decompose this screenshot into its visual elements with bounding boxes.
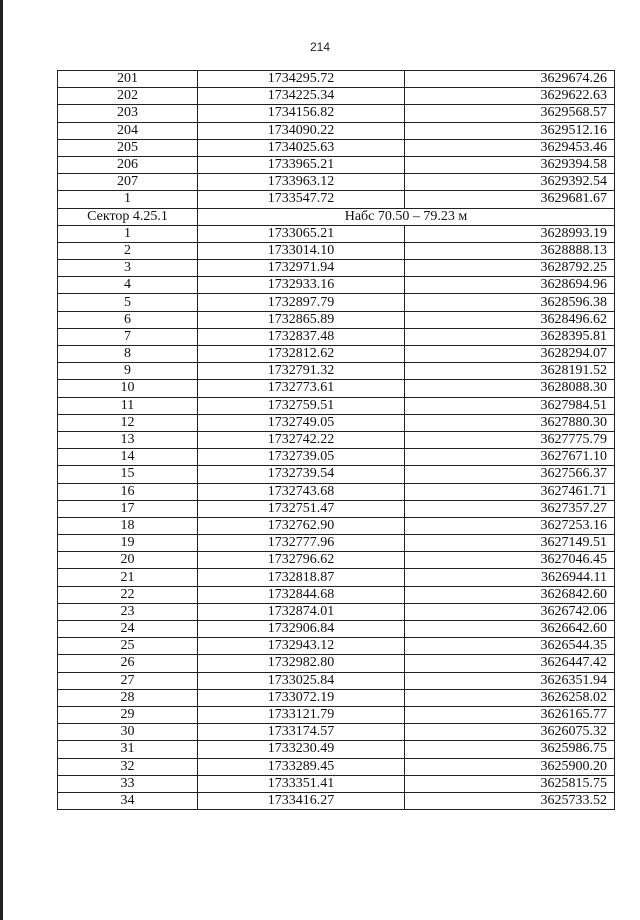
table-row — [58, 535, 615, 552]
x-coordinate-cell: 1733025.84 — [198, 672, 405, 689]
x-coordinate-cell: 1732812.62 — [198, 346, 405, 363]
y-coordinate-cell: 3627046.45 — [405, 552, 615, 569]
table-row — [58, 414, 615, 431]
table-row — [58, 672, 615, 689]
table-row — [58, 792, 615, 809]
x-coordinate-cell: 1732749.05 — [198, 414, 405, 431]
point-number-cell: 20 — [58, 552, 198, 569]
y-coordinate-cell: 3627253.16 — [405, 517, 615, 534]
x-coordinate-cell: 1732818.87 — [198, 569, 405, 586]
y-coordinate-cell: 3628294.07 — [405, 346, 615, 363]
y-coordinate-cell: 3626165.77 — [405, 706, 615, 723]
y-coordinate-cell: 3628496.62 — [405, 311, 615, 328]
y-coordinate-cell: 3625815.75 — [405, 775, 615, 792]
table-row — [58, 71, 615, 88]
x-coordinate-cell: 1733174.57 — [198, 724, 405, 741]
y-coordinate-cell: 3628694.96 — [405, 277, 615, 294]
point-number-cell: 12 — [58, 414, 198, 431]
point-number-cell: 13 — [58, 431, 198, 448]
table-row — [58, 294, 615, 311]
table-row — [58, 88, 615, 105]
x-coordinate-cell: 1732759.51 — [198, 397, 405, 414]
table-row — [58, 758, 615, 775]
table-row — [58, 328, 615, 345]
y-coordinate-cell: 3628395.81 — [405, 328, 615, 345]
scan-left-edge — [0, 0, 3, 920]
y-coordinate-cell: 3625900.20 — [405, 758, 615, 775]
point-number-cell: 1 — [58, 225, 198, 242]
y-coordinate-cell: 3626842.60 — [405, 586, 615, 603]
point-number-cell: 4 — [58, 277, 198, 294]
table-row — [58, 586, 615, 603]
point-number-cell: 206 — [58, 156, 198, 173]
point-number-cell: 2 — [58, 242, 198, 259]
coordinates-table — [57, 70, 615, 810]
coordinates-table-body — [58, 71, 615, 810]
sector-header-row — [58, 208, 615, 225]
y-coordinate-cell: 3627880.30 — [405, 414, 615, 431]
x-coordinate-cell: 1732739.54 — [198, 466, 405, 483]
x-coordinate-cell: 1733965.21 — [198, 156, 405, 173]
table-row — [58, 346, 615, 363]
table-row — [58, 775, 615, 792]
y-coordinate-cell: 3626351.94 — [405, 672, 615, 689]
point-number-cell: 203 — [58, 105, 198, 122]
point-number-cell: 1 — [58, 191, 198, 208]
x-coordinate-cell: 1732982.80 — [198, 655, 405, 672]
x-coordinate-cell: 1734295.72 — [198, 71, 405, 88]
point-number-cell: 29 — [58, 706, 198, 723]
table-row — [58, 483, 615, 500]
x-coordinate-cell: 1732844.68 — [198, 586, 405, 603]
point-number-cell: 6 — [58, 311, 198, 328]
point-number-cell: 15 — [58, 466, 198, 483]
point-number-cell: 205 — [58, 139, 198, 156]
point-number-cell: 18 — [58, 517, 198, 534]
x-coordinate-cell: 1734025.63 — [198, 139, 405, 156]
table-row — [58, 156, 615, 173]
point-number-cell: 14 — [58, 449, 198, 466]
x-coordinate-cell: 1732874.01 — [198, 603, 405, 620]
y-coordinate-cell: 3628993.19 — [405, 225, 615, 242]
y-coordinate-cell: 3626742.06 — [405, 603, 615, 620]
table-row — [58, 191, 615, 208]
y-coordinate-cell: 3627775.79 — [405, 431, 615, 448]
x-coordinate-cell: 1732743.68 — [198, 483, 405, 500]
table-row — [58, 363, 615, 380]
point-number-cell: 5 — [58, 294, 198, 311]
x-coordinate-cell: 1733289.45 — [198, 758, 405, 775]
point-number-cell: 32 — [58, 758, 198, 775]
table-row — [58, 311, 615, 328]
point-number-cell: 22 — [58, 586, 198, 603]
x-coordinate-cell: 1732837.48 — [198, 328, 405, 345]
table-row — [58, 500, 615, 517]
x-coordinate-cell: 1734156.82 — [198, 105, 405, 122]
x-coordinate-cell: 1732897.79 — [198, 294, 405, 311]
point-number-cell: 28 — [58, 689, 198, 706]
x-coordinate-cell: 1733072.19 — [198, 689, 405, 706]
point-number-cell: 10 — [58, 380, 198, 397]
y-coordinate-cell: 3625733.52 — [405, 792, 615, 809]
x-coordinate-cell: 1733963.12 — [198, 174, 405, 191]
y-coordinate-cell: 3627149.51 — [405, 535, 615, 552]
y-coordinate-cell: 3626258.02 — [405, 689, 615, 706]
y-coordinate-cell: 3627671.10 — [405, 449, 615, 466]
x-coordinate-cell: 1732773.61 — [198, 380, 405, 397]
x-coordinate-cell: 1733351.41 — [198, 775, 405, 792]
y-coordinate-cell: 3626075.32 — [405, 724, 615, 741]
point-number-cell: 26 — [58, 655, 198, 672]
table-row — [58, 621, 615, 638]
point-number-cell: 8 — [58, 346, 198, 363]
table-row — [58, 380, 615, 397]
table-row — [58, 552, 615, 569]
x-coordinate-cell: 1732971.94 — [198, 260, 405, 277]
point-number-cell: 33 — [58, 775, 198, 792]
point-number-cell: 21 — [58, 569, 198, 586]
point-number-cell: 3 — [58, 260, 198, 277]
x-coordinate-cell: 1733121.79 — [198, 706, 405, 723]
y-coordinate-cell: 3628596.38 — [405, 294, 615, 311]
y-coordinate-cell: 3629394.58 — [405, 156, 615, 173]
point-number-cell: 30 — [58, 724, 198, 741]
point-number-cell: 204 — [58, 122, 198, 139]
x-coordinate-cell: 1732865.89 — [198, 311, 405, 328]
table-row — [58, 397, 615, 414]
point-number-cell: 24 — [58, 621, 198, 638]
x-coordinate-cell: 1732933.16 — [198, 277, 405, 294]
x-coordinate-cell: 1732906.84 — [198, 621, 405, 638]
y-coordinate-cell: 3628792.25 — [405, 260, 615, 277]
table-row — [58, 724, 615, 741]
y-coordinate-cell: 3628088.30 — [405, 380, 615, 397]
y-coordinate-cell: 3629674.26 — [405, 71, 615, 88]
y-coordinate-cell: 3629453.46 — [405, 139, 615, 156]
sector-label: Сектор 4.25.1 — [58, 208, 198, 225]
point-number-cell: 11 — [58, 397, 198, 414]
table-row — [58, 174, 615, 191]
table-row — [58, 139, 615, 156]
x-coordinate-cell: 1732943.12 — [198, 638, 405, 655]
point-number-cell: 31 — [58, 741, 198, 758]
table-row — [58, 638, 615, 655]
table-row — [58, 603, 615, 620]
x-coordinate-cell: 1732739.05 — [198, 449, 405, 466]
x-coordinate-cell: 1732751.47 — [198, 500, 405, 517]
x-coordinate-cell: 1732777.96 — [198, 535, 405, 552]
y-coordinate-cell: 3629512.16 — [405, 122, 615, 139]
point-number-cell: 207 — [58, 174, 198, 191]
y-coordinate-cell: 3629681.67 — [405, 191, 615, 208]
y-coordinate-cell: 3626544.35 — [405, 638, 615, 655]
table-row — [58, 225, 615, 242]
point-number-cell: 27 — [58, 672, 198, 689]
x-coordinate-cell: 1732791.32 — [198, 363, 405, 380]
point-number-cell: 23 — [58, 603, 198, 620]
y-coordinate-cell: 3629392.54 — [405, 174, 615, 191]
x-coordinate-cell: 1733230.49 — [198, 741, 405, 758]
point-number-cell: 9 — [58, 363, 198, 380]
page-number: 214 — [309, 40, 331, 54]
y-coordinate-cell: 3627984.51 — [405, 397, 615, 414]
table-row — [58, 706, 615, 723]
table-row — [58, 449, 615, 466]
y-coordinate-cell: 3626642.60 — [405, 621, 615, 638]
table-row — [58, 466, 615, 483]
point-number-cell: 19 — [58, 535, 198, 552]
x-coordinate-cell: 1732796.62 — [198, 552, 405, 569]
table-row — [58, 105, 615, 122]
x-coordinate-cell: 1733065.21 — [198, 225, 405, 242]
table-row — [58, 431, 615, 448]
x-coordinate-cell: 1732742.22 — [198, 431, 405, 448]
x-coordinate-cell: 1732762.90 — [198, 517, 405, 534]
point-number-cell: 202 — [58, 88, 198, 105]
point-number-cell: 25 — [58, 638, 198, 655]
y-coordinate-cell: 3629622.63 — [405, 88, 615, 105]
y-coordinate-cell: 3629568.57 — [405, 105, 615, 122]
table-row — [58, 655, 615, 672]
x-coordinate-cell: 1734225.34 — [198, 88, 405, 105]
x-coordinate-cell: 1733014.10 — [198, 242, 405, 259]
table-row — [58, 569, 615, 586]
point-number-cell: 201 — [58, 71, 198, 88]
table-row — [58, 277, 615, 294]
y-coordinate-cell: 3627461.71 — [405, 483, 615, 500]
y-coordinate-cell: 3628888.13 — [405, 242, 615, 259]
point-number-cell: 17 — [58, 500, 198, 517]
y-coordinate-cell: 3626944.11 — [405, 569, 615, 586]
y-coordinate-cell: 3628191.52 — [405, 363, 615, 380]
point-number-cell: 16 — [58, 483, 198, 500]
x-coordinate-cell: 1733416.27 — [198, 792, 405, 809]
x-coordinate-cell: 1734090.22 — [198, 122, 405, 139]
table-row — [58, 242, 615, 259]
y-coordinate-cell: 3625986.75 — [405, 741, 615, 758]
point-number-cell: 34 — [58, 792, 198, 809]
table-row — [58, 122, 615, 139]
table-row — [58, 517, 615, 534]
table-row — [58, 741, 615, 758]
sector-height-range: Набс 70.50 – 79.23 м — [198, 208, 615, 225]
y-coordinate-cell: 3627357.27 — [405, 500, 615, 517]
y-coordinate-cell: 3626447.42 — [405, 655, 615, 672]
point-number-cell: 7 — [58, 328, 198, 345]
y-coordinate-cell: 3627566.37 — [405, 466, 615, 483]
x-coordinate-cell: 1733547.72 — [198, 191, 405, 208]
table-row — [58, 689, 615, 706]
table-row — [58, 260, 615, 277]
